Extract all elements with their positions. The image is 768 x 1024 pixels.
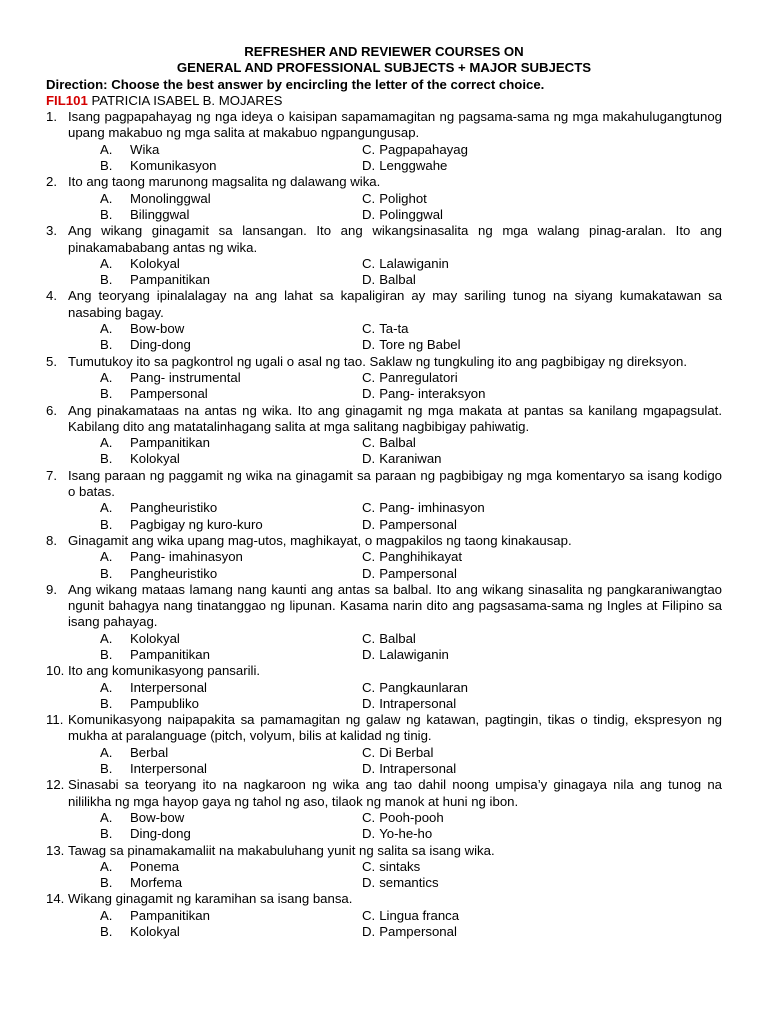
choice-letter: C. xyxy=(362,255,376,271)
answer-choice[interactable] xyxy=(362,745,622,761)
choice-text: Wika xyxy=(130,141,160,157)
choice-letter: B. xyxy=(100,924,113,940)
choice-grid xyxy=(46,500,722,533)
choice-letter: B. xyxy=(100,695,113,711)
question-item xyxy=(46,354,722,403)
question-row xyxy=(46,712,722,745)
choice-letter: C. xyxy=(362,630,376,646)
answer-choice[interactable] xyxy=(362,761,622,777)
choice-text: Morfema xyxy=(130,875,183,891)
answer-choice[interactable] xyxy=(362,386,622,402)
choice-text: Balbal xyxy=(379,435,416,451)
answer-choice[interactable] xyxy=(100,142,362,158)
answer-choice[interactable] xyxy=(362,859,622,875)
choice-letter: A. xyxy=(100,549,113,565)
choice-text: Pampersonal xyxy=(379,924,457,940)
answer-choice[interactable] xyxy=(362,647,622,663)
question-list xyxy=(46,109,722,940)
choice-text: Karaniwan xyxy=(379,451,442,467)
choice-text: Balbal xyxy=(379,272,416,288)
choice-text: Ding-dong xyxy=(130,826,191,842)
answer-choice[interactable] xyxy=(100,924,362,940)
question-number: 9. xyxy=(46,581,57,597)
title-line-1: REFRESHER AND REVIEWER COURSES ON xyxy=(244,44,524,59)
question-item xyxy=(46,843,722,892)
question-text: Isang paraan ng paggamit ng wika na ginagamit sa paraan ng pagbibigay ng mga komentaryo sa isang kodigo o batas. xyxy=(68,467,722,500)
choice-text: Ta-ta xyxy=(379,321,409,337)
choice-letter: D. xyxy=(362,875,376,891)
answer-choice[interactable] xyxy=(362,158,622,174)
choice-text: Pangkaunlaran xyxy=(379,679,468,695)
question-item xyxy=(46,109,722,174)
choice-letter: B. xyxy=(100,646,113,662)
choice-text: Polighot xyxy=(379,190,427,206)
question-number: 14. xyxy=(46,891,65,907)
choice-text: Bow-bow xyxy=(130,321,185,337)
answer-choice[interactable] xyxy=(362,696,622,712)
choice-text: Lenggwahe xyxy=(379,158,448,174)
choice-grid xyxy=(46,908,722,941)
answer-choice[interactable] xyxy=(100,272,362,288)
choice-letter: C. xyxy=(362,809,376,825)
choice-letter: A. xyxy=(100,369,113,385)
choice-letter: D. xyxy=(362,451,376,467)
choice-letter: A. xyxy=(100,907,113,923)
answer-choice[interactable] xyxy=(362,680,622,696)
choice-letter: C. xyxy=(362,549,376,565)
question-row xyxy=(46,468,722,501)
choice-text: semantics xyxy=(379,875,439,891)
answer-choice[interactable] xyxy=(362,875,622,891)
answer-choice[interactable] xyxy=(100,435,362,451)
choice-grid xyxy=(46,810,722,843)
choice-letter: D. xyxy=(362,516,376,532)
choice-letter: D. xyxy=(362,386,376,402)
choice-text: Pampanitikan xyxy=(130,272,210,288)
question-row xyxy=(46,403,722,436)
choice-letter: C. xyxy=(362,858,376,874)
choice-letter: B. xyxy=(100,337,113,353)
question-text: Ito ang taong marunong magsalita ng dalawang wika. xyxy=(68,174,381,190)
answer-choice[interactable] xyxy=(100,321,362,337)
question-item xyxy=(46,663,722,712)
choice-text: Kolokyal xyxy=(130,451,180,467)
choice-letter: B. xyxy=(100,206,113,222)
question-row xyxy=(46,663,722,679)
choice-letter: A. xyxy=(100,321,113,337)
question-number: 5. xyxy=(46,353,57,369)
choice-letter: D. xyxy=(362,826,376,842)
question-text: Sinasabi sa teoryang ito na nagkaroon ng wika ang tao dahil noong umpisa’y ginagaya nila ang tunog na nililikha ng mga hayop gaya ng tahol ng aso, tilaok ng manok at huni ng ibon. xyxy=(68,777,722,809)
choice-letter: C. xyxy=(362,744,376,760)
question-text: Isang pagpapahayag ng nga ideya o kaisipan sapamamagitan ng pagsama-sama ng mga makahulugangtunog upang makabuo ng mga salita at makabuo ngpangungusap. xyxy=(68,109,722,141)
answer-choice[interactable] xyxy=(100,761,362,777)
question-item xyxy=(46,533,722,582)
choice-letter: B. xyxy=(100,272,113,288)
choice-letter: B. xyxy=(100,565,113,581)
choice-text: Polinggwal xyxy=(379,206,443,222)
question-number: 10. xyxy=(46,663,65,679)
choice-letter: C. xyxy=(362,500,376,516)
choice-text: Pang- imhinasyon xyxy=(379,500,485,516)
answer-choice[interactable] xyxy=(100,696,362,712)
answer-choice[interactable] xyxy=(100,191,362,207)
choice-text: Pampanitikan xyxy=(130,646,210,662)
question-number: 2. xyxy=(46,174,57,190)
answer-choice[interactable] xyxy=(362,142,622,158)
choice-letter: D. xyxy=(362,646,376,662)
choice-letter: A. xyxy=(100,679,113,695)
question-text: Tumutukoy ito sa pagkontrol ng ugali o asal ng tao. Saklaw ng tungkuling ito ang pagbibigay ng direksyon. xyxy=(68,353,687,369)
choice-letter: D. xyxy=(362,565,376,581)
choice-text: Panregulatori xyxy=(379,369,458,385)
direction-text: Direction: Choose the best answer by encircling the letter of the correct choice. xyxy=(46,76,545,92)
choice-letter: A. xyxy=(100,858,113,874)
choice-text: Di Berbal xyxy=(379,744,434,760)
question-item xyxy=(46,468,722,533)
choice-letter: A. xyxy=(100,255,113,271)
choice-text: Yo-he-ho xyxy=(379,826,433,842)
choice-text: Pampubliko xyxy=(130,695,199,711)
answer-choice[interactable] xyxy=(362,451,622,467)
choice-text: Tore ng Babel xyxy=(379,337,461,353)
question-row xyxy=(46,288,722,321)
answer-choice[interactable] xyxy=(362,435,622,451)
choice-grid xyxy=(46,191,722,224)
question-item xyxy=(46,174,722,223)
question-number: 12. xyxy=(46,777,65,793)
question-number: 7. xyxy=(46,467,57,483)
choice-text: Kolokyal xyxy=(130,630,180,646)
answer-choice[interactable] xyxy=(100,549,362,565)
choice-letter: A. xyxy=(100,809,113,825)
choice-text: Lalawiganin xyxy=(379,255,449,271)
answer-choice[interactable] xyxy=(100,207,362,223)
choice-text: Pampersonal xyxy=(130,386,208,402)
choice-letter: A. xyxy=(100,630,113,646)
question-item xyxy=(46,712,722,777)
answer-choice[interactable] xyxy=(100,647,362,663)
question-row xyxy=(46,223,722,256)
choice-letter: C. xyxy=(362,679,376,695)
answer-choice[interactable] xyxy=(100,517,362,533)
choice-grid xyxy=(46,745,722,778)
choice-text: Pagpapahayag xyxy=(379,141,468,157)
answer-choice[interactable] xyxy=(362,337,622,353)
choice-letter: B. xyxy=(100,875,113,891)
question-item xyxy=(46,582,722,663)
question-row xyxy=(46,777,722,810)
question-row xyxy=(46,843,722,859)
choice-letter: D. xyxy=(362,337,376,353)
question-item xyxy=(46,223,722,288)
choice-text: Pagbigay ng kuro-kuro xyxy=(130,516,263,532)
choice-text: Kolokyal xyxy=(130,924,180,940)
answer-choice[interactable] xyxy=(100,451,362,467)
answer-choice[interactable] xyxy=(100,859,362,875)
choice-text: Ponema xyxy=(130,858,180,874)
author-line xyxy=(46,93,722,109)
answer-choice[interactable] xyxy=(362,566,622,582)
choice-letter: D. xyxy=(362,695,376,711)
choice-text: Monolinggwal xyxy=(130,190,211,206)
question-number: 1. xyxy=(46,109,57,125)
answer-choice[interactable] xyxy=(100,566,362,582)
answer-choice[interactable] xyxy=(362,826,622,842)
choice-letter: B. xyxy=(100,158,113,174)
answer-choice[interactable] xyxy=(100,680,362,696)
choice-letter: C. xyxy=(362,369,376,385)
question-item xyxy=(46,288,722,353)
choice-text: Intrapersonal xyxy=(379,761,457,777)
course-code: FIL101 xyxy=(46,92,88,108)
choice-letter: C. xyxy=(362,907,376,923)
choice-text: Lalawiganin xyxy=(379,646,449,662)
choice-text: Berbal xyxy=(130,744,169,760)
question-row xyxy=(46,582,722,631)
choice-text: Pang- instrumental xyxy=(130,369,241,385)
answer-choice[interactable] xyxy=(100,631,362,647)
choice-grid xyxy=(46,256,722,289)
answer-choice[interactable] xyxy=(100,745,362,761)
choice-text: Pang- interaksyon xyxy=(379,386,486,402)
answer-choice[interactable] xyxy=(362,256,622,272)
answer-choice[interactable] xyxy=(362,321,622,337)
question-item xyxy=(46,891,722,940)
answer-choice[interactable] xyxy=(362,810,622,826)
answer-choice[interactable] xyxy=(362,631,622,647)
answer-choice[interactable] xyxy=(362,272,622,288)
question-number: 6. xyxy=(46,402,57,418)
question-text: Komunikasyong naipapakita sa pamamagitan ng galaw ng katawan, pagtingin, tikas o tindig, ekspresyon ng mukha at paralanguage (pitch, volyum, bilis at kalidad ng tinig. xyxy=(68,712,722,744)
choice-letter: A. xyxy=(100,435,113,451)
choice-text: Lingua franca xyxy=(379,907,460,923)
answer-choice[interactable] xyxy=(100,370,362,386)
question-text: Ang wikang mataas lamang nang kaunti ang antas sa balbal. Ito ang wikang sinasalita ng pangkaraniwangtao ngunit bahagya nang tinatanggao ng lipunan. Kasama narin dito ang pagsasama-sama ng Ingles at Filipino sa isang pahayag. xyxy=(68,581,722,630)
choice-grid xyxy=(46,549,722,582)
answer-choice[interactable] xyxy=(362,517,622,533)
choice-letter: D. xyxy=(362,206,376,222)
choice-text: Bow-bow xyxy=(130,809,185,825)
choice-text: Pang- imahinasyon xyxy=(130,549,243,565)
choice-text: Pangheuristiko xyxy=(130,565,218,581)
choice-letter: A. xyxy=(100,141,113,157)
choice-letter: B. xyxy=(100,386,113,402)
choice-text: Balbal xyxy=(379,630,416,646)
choice-text: Interpersonal xyxy=(130,761,207,777)
choice-grid xyxy=(46,859,722,892)
answer-choice[interactable] xyxy=(100,256,362,272)
answer-choice[interactable] xyxy=(100,500,362,516)
answer-choice[interactable] xyxy=(362,549,622,565)
question-number: 8. xyxy=(46,532,57,548)
answer-choice[interactable] xyxy=(362,500,622,516)
choice-letter: C. xyxy=(362,141,376,157)
choice-letter: C. xyxy=(362,190,376,206)
answer-choice[interactable] xyxy=(100,826,362,842)
choice-letter: D. xyxy=(362,761,376,777)
answer-choice[interactable] xyxy=(362,370,622,386)
choice-grid xyxy=(46,370,722,403)
question-item xyxy=(46,403,722,468)
choice-letter: B. xyxy=(100,826,113,842)
question-row xyxy=(46,354,722,370)
choice-text: Panghihikayat xyxy=(379,549,463,565)
choice-text: Komunikasyon xyxy=(130,158,217,174)
choice-grid xyxy=(46,435,722,468)
answer-choice[interactable] xyxy=(362,191,622,207)
question-number: 13. xyxy=(46,842,65,858)
question-text: Ginagamit ang wika upang mag-utos, maghikayat, o magpakilos ng taong kinakausap. xyxy=(68,532,572,548)
choice-text: Intrapersonal xyxy=(379,695,457,711)
answer-choice[interactable] xyxy=(100,386,362,402)
choice-text: Bilinggwal xyxy=(130,206,190,222)
question-text: Wikang ginagamit ng karamihan sa isang bansa. xyxy=(68,891,353,907)
question-text: Tawag sa pinamakamaliit na makabuluhang yunit ng salita sa isang wika. xyxy=(68,842,495,858)
choice-letter: B. xyxy=(100,761,113,777)
question-number: 4. xyxy=(46,288,57,304)
choice-letter: D. xyxy=(362,158,376,174)
choice-letter: A. xyxy=(100,190,113,206)
choice-grid xyxy=(46,680,722,713)
choice-grid xyxy=(46,321,722,354)
answer-choice[interactable] xyxy=(100,337,362,353)
answer-choice[interactable] xyxy=(362,908,622,924)
choice-letter: D. xyxy=(362,272,376,288)
choice-text: Pampersonal xyxy=(379,565,457,581)
answer-choice[interactable] xyxy=(100,908,362,924)
question-item xyxy=(46,777,722,842)
choice-text: Interpersonal xyxy=(130,679,207,695)
answer-choice[interactable] xyxy=(362,207,622,223)
answer-choice[interactable] xyxy=(100,810,362,826)
question-row xyxy=(46,174,722,190)
choice-letter: D. xyxy=(362,924,376,940)
answer-choice[interactable] xyxy=(362,924,622,940)
question-text: Ang pinakamataas na antas ng wika. Ito ang ginagamit ng mga makata at pantas sa kanilang mgapagsulat. Kabilang dito ang matatalinhagang salita at mga salitang nagbibigay pahiwatig. xyxy=(68,402,722,434)
author-name: PATRICIA ISABEL B. MOJARES xyxy=(91,92,283,108)
choice-grid xyxy=(46,142,722,175)
title-line-2: GENERAL AND PROFESSIONAL SUBJECTS + MAJOR SUBJECTS xyxy=(176,60,592,76)
question-text: Ang teoryang ipinalalagay na ang lahat sa kapaligiran ay may sariling tunog na siyang kumakatawan sa nasabing bagay. xyxy=(68,288,722,320)
question-row xyxy=(46,533,722,549)
choice-letter: A. xyxy=(100,744,113,760)
choice-text: Pampersonal xyxy=(379,516,457,532)
choice-text: Ding-dong xyxy=(130,337,191,353)
choice-text: Pampanitikan xyxy=(130,907,210,923)
question-number: 11. xyxy=(46,712,64,728)
choice-grid xyxy=(46,631,722,664)
choice-text: Pampanitikan xyxy=(130,435,210,451)
question-row xyxy=(46,109,722,142)
choice-text: Pangheuristiko xyxy=(130,500,218,516)
choice-text: Pooh-pooh xyxy=(379,809,444,825)
choice-letter: A. xyxy=(100,500,113,516)
choice-text: Kolokyal xyxy=(130,255,180,271)
question-text: Ang wikang ginagamit sa lansangan. Ito ang wikangsinasalita ng mga walang pinag-aralan. Ito ang pinakamababang antas ng wika. xyxy=(68,223,722,255)
choice-letter: B. xyxy=(100,451,113,467)
choice-letter: B. xyxy=(100,516,113,532)
question-row xyxy=(46,891,722,907)
answer-choice[interactable] xyxy=(100,158,362,174)
choice-text: sintaks xyxy=(379,858,421,874)
question-text: Ito ang komunikasyong pansarili. xyxy=(68,663,261,679)
choice-letter: C. xyxy=(362,435,376,451)
question-number: 3. xyxy=(46,223,57,239)
choice-letter: C. xyxy=(362,321,376,337)
answer-choice[interactable] xyxy=(100,875,362,891)
